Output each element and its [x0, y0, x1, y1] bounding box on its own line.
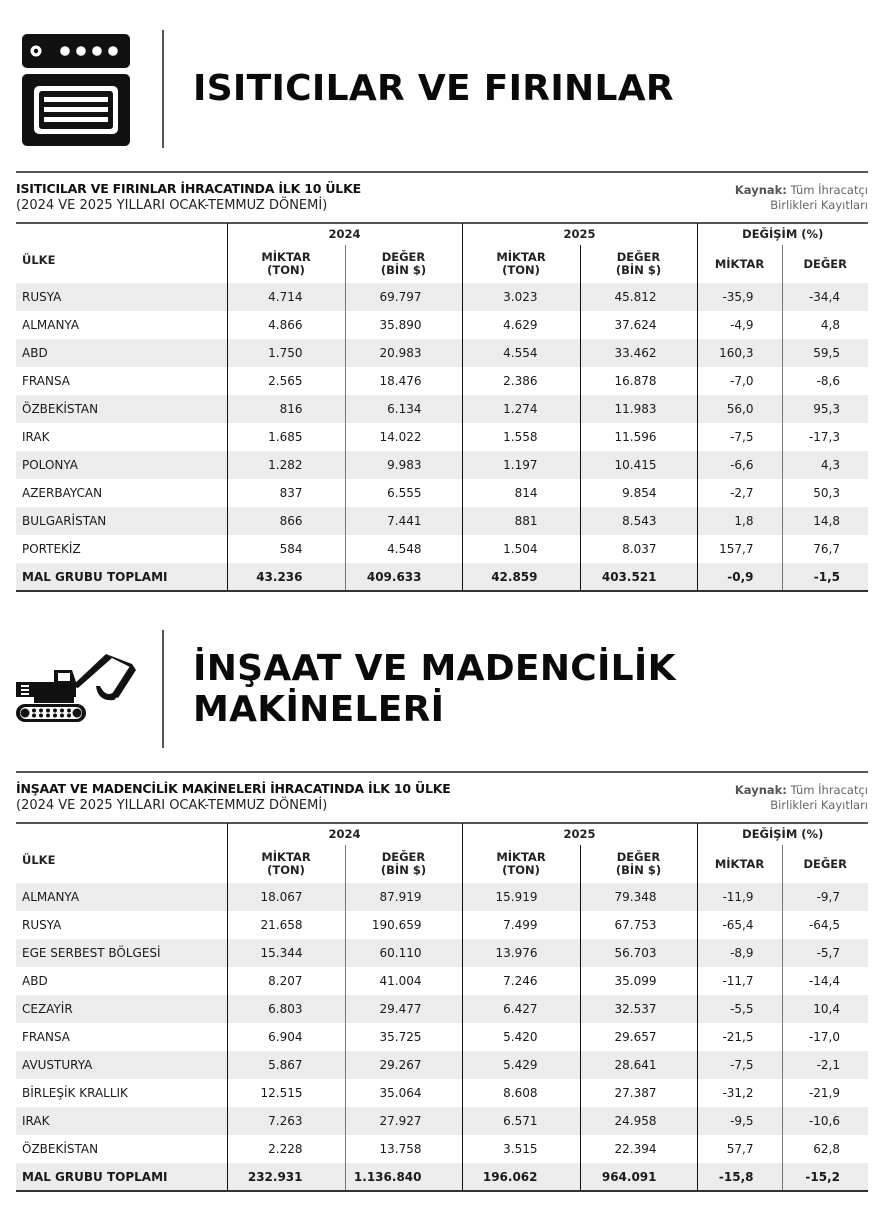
cell-val-2025: 37.624: [580, 311, 697, 339]
section-title: ISITICILAR VE FIRINLAR: [193, 68, 674, 109]
cell-val-2024: 35.064: [345, 1079, 462, 1107]
cell-country: ALMANYA: [22, 318, 80, 332]
table-subtitle: (2024 VE 2025 YILLARI OCAK-TEMMUZ DÖNEMİ): [16, 798, 328, 813]
total-row: [16, 563, 868, 591]
section-heaters-ovens: [0, 0, 884, 584]
header-val-2024: DEĞER (BİN $): [345, 845, 462, 883]
source-label: Kaynak:: [734, 183, 787, 197]
cell-country: ABD: [16, 339, 227, 367]
table-row: [16, 479, 868, 507]
cell-change-val: -64,5: [782, 911, 868, 939]
cell-qty-2025: 1.558: [462, 423, 580, 451]
cell-change-val: -21,9: [782, 1079, 868, 1107]
header-divider: [162, 30, 164, 148]
table-subtitle: (2024 VE 2025 YILLARI OCAK-TEMMUZ DÖNEMİ): [16, 198, 328, 213]
cell-qty-2024: 866: [227, 507, 345, 535]
cell-qty-2024: 5.867: [227, 1051, 345, 1079]
cell-val-2024: 20.983: [345, 339, 462, 367]
cell-change-val: -15,2: [782, 1163, 868, 1191]
cell-country: BİRLEŞİK KRALLIK: [22, 1086, 128, 1100]
cell-val-2024: 6.134: [345, 395, 462, 423]
cell-qty-2025: 4.554: [462, 339, 580, 367]
table-body: [16, 283, 868, 591]
cell-qty-2024: 816: [227, 395, 345, 423]
header-val-2024: DEĞER (BİN $): [345, 245, 462, 283]
header-qty-2025: MİKTAR (TON): [462, 845, 580, 883]
cell-val-2024: 6.555: [345, 479, 462, 507]
cell-change-qty: -21,5: [697, 1023, 782, 1051]
top-rule: [16, 771, 868, 773]
cell-qty-2024: 1.282: [227, 451, 345, 479]
table-title: İNŞAAT VE MADENCİLİK MAKİNELERİ İHRACATINDA İLK 10 ÜLKE: [16, 781, 451, 796]
cell-change-qty: -7,5: [697, 1051, 782, 1079]
cell-val-2024: 409.633: [345, 563, 462, 591]
cell-change-val: 50,3: [782, 479, 868, 507]
cell-qty-2024: 8.207: [227, 967, 345, 995]
cell-change-qty: -35,9: [697, 283, 782, 311]
cell-qty-2025: 5.420: [462, 1023, 580, 1051]
cell-change-qty: -7,5: [697, 423, 782, 451]
cell-change-qty: -65,4: [697, 911, 782, 939]
cell-qty-2025: 881: [462, 507, 580, 535]
cell-val-2025: 11.983: [580, 395, 697, 423]
cell-qty-2025: 42.859: [462, 563, 580, 591]
cell-qty-2024: 2.565: [227, 367, 345, 395]
cell-change-qty: 56,0: [697, 395, 782, 423]
cell-country: AZERBAYCAN: [22, 486, 103, 500]
cell-qty-2025: 4.629: [462, 311, 580, 339]
header-change: DEĞİŞİM (%): [697, 223, 868, 245]
cell-change-val: 59,5: [782, 339, 868, 367]
cell-country: AVUSTURYA: [16, 1051, 227, 1079]
cell-qty-2025: 3.515: [462, 1135, 580, 1163]
cell-val-2024: 29.477: [345, 995, 462, 1023]
cell-change-val: -10,6: [782, 1107, 868, 1135]
source-note: [735, 783, 868, 813]
cell-change-qty: -5,5: [697, 995, 782, 1023]
cell-change-val: 62,8: [782, 1135, 868, 1163]
cell-val-2024: 60.110: [345, 939, 462, 967]
cell-country: IRAK: [22, 430, 50, 444]
cell-val-2025: 16.878: [580, 367, 697, 395]
header-qty-2025: MİKTAR (TON): [462, 245, 580, 283]
cell-val-2024: 14.022: [345, 423, 462, 451]
header-change-val: DEĞER: [782, 245, 868, 283]
cell-change-val: -17,3: [782, 423, 868, 451]
header-val-2025: DEĞER (BİN $): [580, 245, 697, 283]
cell-qty-2024: 584: [227, 535, 345, 563]
cell-change-val: 95,3: [782, 395, 868, 423]
cell-country: ÖZBEKİSTAN: [22, 1142, 99, 1156]
cell-qty-2025: 13.976: [462, 939, 580, 967]
table-body: [16, 883, 868, 1191]
cell-qty-2024: 837: [227, 479, 345, 507]
header-country: ÜLKE: [22, 852, 56, 867]
cell-change-val: -5,7: [782, 939, 868, 967]
total-row: [16, 1163, 868, 1191]
cell-qty-2025: 1.504: [462, 535, 580, 563]
cell-val-2024: 69.797: [345, 283, 462, 311]
cell-val-2024: 7.441: [345, 507, 462, 535]
cell-qty-2024: 6.904: [227, 1023, 345, 1051]
cell-qty-2025: 196.062: [462, 1163, 580, 1191]
cell-change-qty: -4,9: [697, 311, 782, 339]
table-row: [16, 1023, 868, 1051]
cell-qty-2024: 12.515: [227, 1079, 345, 1107]
cell-qty-2024: 4.866: [227, 311, 345, 339]
cell-qty-2024: 1.750: [227, 339, 345, 367]
header-val-2025: DEĞER (BİN $): [580, 845, 697, 883]
cell-qty-2024: 15.344: [227, 939, 345, 967]
cell-val-2024: 1.136.840: [345, 1163, 462, 1191]
export-table: [16, 823, 868, 1192]
source-text-2: Birlikleri Kayıtları: [770, 798, 868, 812]
cell-country: PORTEKİZ: [22, 542, 81, 556]
header-year-2024: 2024: [227, 823, 462, 845]
cell-qty-2024: 21.658: [227, 911, 345, 939]
top-rule: [16, 171, 868, 173]
cell-val-2025: 8.037: [580, 535, 697, 563]
cell-change-qty: 57,7: [697, 1135, 782, 1163]
cell-change-qty: -11,9: [697, 883, 782, 911]
cell-val-2025: 9.854: [580, 479, 697, 507]
header-country: ÜLKE: [22, 252, 56, 267]
cell-val-2024: 35.890: [345, 311, 462, 339]
cell-val-2025: 33.462: [580, 339, 697, 367]
cell-country: ÖZBEKİSTAN: [16, 395, 227, 423]
cell-val-2024: 87.919: [345, 883, 462, 911]
cell-change-qty: 157,7: [697, 535, 782, 563]
cell-val-2025: 10.415: [580, 451, 697, 479]
table-title: ISITICILAR VE FIRINLAR İHRACATINDA İLK 10 ÜLKE: [16, 181, 361, 196]
cell-val-2025: 11.596: [580, 423, 697, 451]
cell-qty-2025: 15.919: [462, 883, 580, 911]
source-text-1: Tüm İhracatçı: [790, 783, 868, 797]
cell-country: FRANSA: [22, 374, 70, 388]
table-row: [16, 1107, 868, 1135]
cell-change-val: 4,3: [782, 451, 868, 479]
table-row: [16, 507, 868, 535]
table-row: [16, 911, 868, 939]
cell-val-2025: 56.703: [580, 939, 697, 967]
cell-change-val: -2,1: [782, 1051, 868, 1079]
cell-val-2025: 45.812: [580, 283, 697, 311]
table-row: [16, 283, 868, 311]
table-row: [16, 451, 868, 479]
table-row: [16, 311, 868, 339]
cell-qty-2024: 2.228: [227, 1135, 345, 1163]
header-year-2024: 2024: [227, 223, 462, 245]
cell-qty-2024: 18.067: [227, 883, 345, 911]
table-row: [16, 535, 868, 563]
cell-qty-2025: 7.499: [462, 911, 580, 939]
cell-val-2025: 79.348: [580, 883, 697, 911]
header-qty-2024: MİKTAR (TON): [227, 845, 345, 883]
cell-change-qty: -11,7: [697, 967, 782, 995]
cell-val-2025: 8.543: [580, 507, 697, 535]
cell-val-2025: 32.537: [580, 995, 697, 1023]
cell-val-2024: 41.004: [345, 967, 462, 995]
cell-val-2024: 18.476: [345, 367, 462, 395]
cell-qty-2025: 1.274: [462, 395, 580, 423]
cell-qty-2024: 232.931: [227, 1163, 345, 1191]
section-header: [0, 600, 884, 770]
cell-val-2025: 24.958: [580, 1107, 697, 1135]
table-row: [16, 423, 868, 451]
cell-country: BULGARİSTAN: [16, 507, 227, 535]
cell-change-val: 4,8: [782, 311, 868, 339]
cell-qty-2025: 6.427: [462, 995, 580, 1023]
oven-icon: [22, 34, 130, 146]
table-row: [16, 1079, 868, 1107]
table-row: [16, 883, 868, 911]
cell-val-2025: 403.521: [580, 563, 697, 591]
cell-country: RUSYA: [16, 283, 227, 311]
section-construction-mining: [0, 600, 884, 1184]
cell-val-2025: 67.753: [580, 911, 697, 939]
cell-change-val: -9,7: [782, 883, 868, 911]
header-year-2025: 2025: [462, 223, 697, 245]
header-qty-2024: MİKTAR (TON): [227, 245, 345, 283]
cell-country: RUSYA: [22, 918, 62, 932]
table-row: [16, 1135, 868, 1163]
cell-qty-2024: 7.263: [227, 1107, 345, 1135]
cell-val-2024: 9.983: [345, 451, 462, 479]
cell-country: FRANSA: [22, 1030, 70, 1044]
cell-val-2025: 22.394: [580, 1135, 697, 1163]
section-title: [193, 648, 713, 730]
table-row: [16, 367, 868, 395]
cell-change-val: -34,4: [782, 283, 868, 311]
cell-qty-2025: 7.246: [462, 967, 580, 995]
cell-country: CEZAYİR: [16, 995, 227, 1023]
cell-change-val: 14,8: [782, 507, 868, 535]
cell-change-qty: -2,7: [697, 479, 782, 507]
cell-country: POLONYA: [16, 451, 227, 479]
cell-change-qty: 1,8: [697, 507, 782, 535]
header-change-qty: MİKTAR: [697, 845, 782, 883]
cell-country: MAL GRUBU TOPLAMI: [16, 563, 227, 591]
table-row: [16, 939, 868, 967]
title-line: İNŞAAT VE MADENCİLİK: [193, 648, 676, 689]
cell-change-qty: -8,9: [697, 939, 782, 967]
cell-country: MAL GRUBU TOPLAMI: [16, 1163, 227, 1191]
cell-country: ABD: [22, 974, 48, 988]
cell-change-val: -17,0: [782, 1023, 868, 1051]
excavator-icon: [14, 652, 138, 724]
cell-val-2024: 13.758: [345, 1135, 462, 1163]
cell-val-2025: 28.641: [580, 1051, 697, 1079]
header-change: DEĞİŞİM (%): [697, 823, 868, 845]
cell-change-qty: -9,5: [697, 1107, 782, 1135]
cell-qty-2025: 814: [462, 479, 580, 507]
table-row: [16, 995, 868, 1023]
cell-change-val: -14,4: [782, 967, 868, 995]
cell-change-qty: -7,0: [697, 367, 782, 395]
cell-qty-2024: 43.236: [227, 563, 345, 591]
source-note: [735, 183, 868, 213]
cell-val-2025: 27.387: [580, 1079, 697, 1107]
table-row: [16, 339, 868, 367]
table-row: [16, 395, 868, 423]
cell-qty-2025: 6.571: [462, 1107, 580, 1135]
cell-change-val: -8,6: [782, 367, 868, 395]
cell-qty-2024: 1.685: [227, 423, 345, 451]
section-header: [0, 0, 884, 170]
cell-change-qty: -31,2: [697, 1079, 782, 1107]
cell-qty-2025: 3.023: [462, 283, 580, 311]
cell-change-val: 10,4: [782, 995, 868, 1023]
cell-qty-2024: 6.803: [227, 995, 345, 1023]
cell-val-2025: 29.657: [580, 1023, 697, 1051]
cell-val-2024: 29.267: [345, 1051, 462, 1079]
cell-val-2024: 4.548: [345, 535, 462, 563]
cell-val-2025: 964.091: [580, 1163, 697, 1191]
table-row: [16, 1051, 868, 1079]
cell-qty-2025: 1.197: [462, 451, 580, 479]
header-divider: [162, 630, 164, 748]
cell-change-qty: -6,6: [697, 451, 782, 479]
cell-change-val: 76,7: [782, 535, 868, 563]
cell-val-2024: 27.927: [345, 1107, 462, 1135]
cell-country: EGE SERBEST BÖLGESİ: [16, 939, 227, 967]
cell-qty-2024: 4.714: [227, 283, 345, 311]
cell-change-qty: 160,3: [697, 339, 782, 367]
cell-change-val: -1,5: [782, 563, 868, 591]
header-change-qty: MİKTAR: [697, 245, 782, 283]
header-year-2025: 2025: [462, 823, 697, 845]
cell-qty-2025: 2.386: [462, 367, 580, 395]
source-label: Kaynak:: [734, 783, 787, 797]
header-change-val: DEĞER: [782, 845, 868, 883]
cell-val-2024: 35.725: [345, 1023, 462, 1051]
cell-qty-2025: 5.429: [462, 1051, 580, 1079]
cell-val-2024: 190.659: [345, 911, 462, 939]
table-row: [16, 967, 868, 995]
cell-country: IRAK: [16, 1107, 227, 1135]
cell-change-qty: -15,8: [697, 1163, 782, 1191]
source-text-1: Tüm İhracatçı: [790, 183, 868, 197]
cell-val-2025: 35.099: [580, 967, 697, 995]
export-table: [16, 223, 868, 592]
cell-qty-2025: 8.608: [462, 1079, 580, 1107]
cell-country: ALMANYA: [16, 883, 227, 911]
source-text-2: Birlikleri Kayıtları: [770, 198, 868, 212]
cell-change-qty: -0,9: [697, 563, 782, 591]
title-line: MAKİNELERİ: [193, 689, 445, 730]
